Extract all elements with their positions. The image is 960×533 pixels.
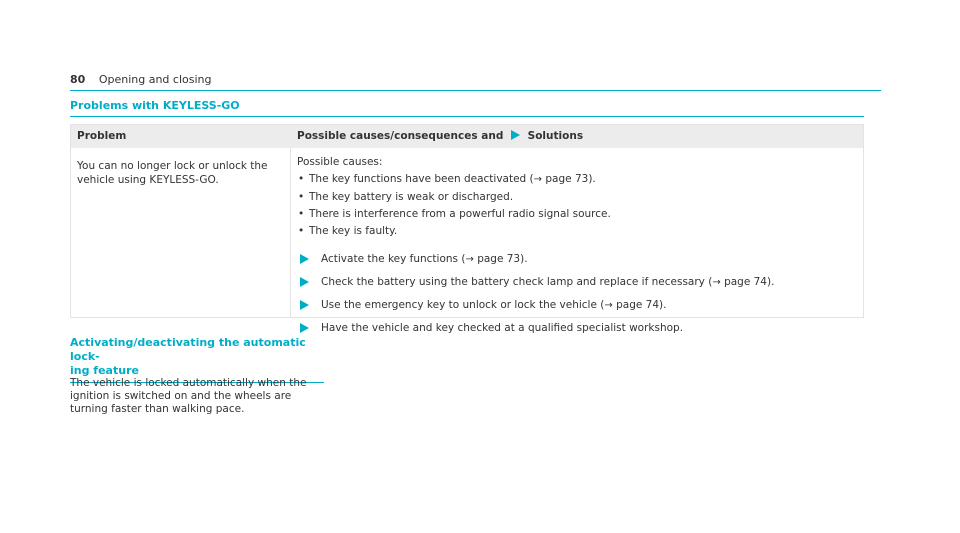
arrow-icon: → (465, 254, 474, 265)
solution-step: Use the emergency key to unlock or lock the vehicle (→ page 74). (297, 298, 857, 313)
arrow-icon: → (604, 300, 613, 311)
page-number: 80 (70, 73, 86, 86)
cause-item: • The key battery is weak or discharged. (297, 190, 857, 204)
problem-cell: You can no longer lock or unlock the vehicle using KEYLESS-GO. (77, 160, 268, 186)
problem-column-header: Problem (77, 130, 127, 142)
play-icon (300, 254, 309, 264)
solutions-header: Solutions (527, 130, 584, 142)
causes-header: Possible causes/consequences and (297, 130, 504, 142)
solutions-cell (297, 155, 857, 335)
page-link[interactable]: page 73). (545, 173, 596, 185)
play-icon (300, 323, 309, 333)
table-header (71, 125, 863, 148)
cause-item: • The key is faulty. (297, 224, 857, 238)
section-title: Activating/deactivating the automatic lock- ing feature (70, 336, 324, 383)
page-link[interactable]: page 74). (616, 299, 667, 311)
play-icon (300, 277, 309, 287)
chapter-title: Opening and closing (98, 73, 212, 86)
problem-table (70, 124, 864, 334)
body-paragraph: The vehicle is locked automatically when the ignition is switched on and the wheels are turning faster than walking pace. (70, 377, 307, 415)
cause-item: • There is interference from a powerful radio signal source. (297, 207, 857, 221)
play-icon (300, 300, 309, 310)
section-title: Problems with KEYLESS-GO (70, 99, 864, 117)
column-divider (290, 148, 291, 317)
solution-step: Check the battery using the battery check lamp and replace if necessary (→ page 74). (297, 275, 857, 290)
play-icon (511, 130, 520, 140)
causes-label: Possible causes: (297, 156, 383, 168)
solutions-column-header (297, 130, 583, 142)
page-link[interactable]: page 74). (724, 276, 775, 288)
page-link[interactable]: page 73). (477, 253, 528, 265)
page-header (70, 72, 881, 91)
arrow-icon: → (712, 277, 721, 288)
solution-step: Have the vehicle and key checked at a qualified specialist workshop. (297, 321, 857, 335)
arrow-icon: → (533, 174, 543, 185)
cause-item: • The key functions have been deactivated (→ page 73). (297, 172, 857, 187)
solution-step: Activate the key functions (→ page 73). (297, 252, 857, 267)
